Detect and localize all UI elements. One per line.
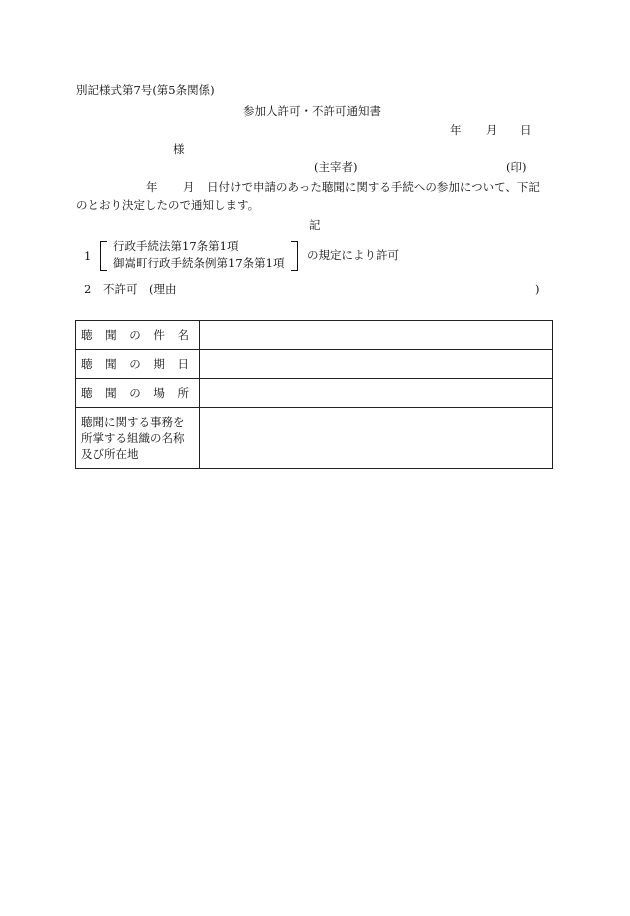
body-year: 年 — [146, 180, 158, 194]
table-row — [76, 379, 553, 408]
org-label-line-3: 及び所在地 — [81, 447, 139, 461]
row-label-hearing-date — [76, 350, 200, 379]
label-char: 件 — [153, 328, 165, 342]
label-char: 聞 — [105, 386, 117, 400]
table-row — [76, 408, 553, 469]
value-case-name[interactable] — [200, 321, 553, 350]
label-char: 聴 — [81, 328, 93, 342]
label-char: 所 — [177, 386, 189, 400]
reason-open: (理由 — [149, 282, 177, 296]
label-char: 期 — [153, 357, 165, 371]
label-char: の — [129, 328, 141, 342]
right-bracket — [291, 241, 298, 271]
label-char: の — [129, 386, 141, 400]
label-char: の — [129, 357, 141, 371]
addressee-suffix: 様 — [173, 142, 185, 156]
value-hearing-date[interactable] — [200, 350, 553, 379]
label-char: 聞 — [105, 357, 117, 371]
label-char: 名 — [177, 328, 189, 342]
organizer-label: (主宰者) — [314, 160, 358, 174]
value-organization[interactable] — [200, 408, 553, 469]
seal-mark: (印) — [506, 160, 527, 174]
label-char: 聴 — [81, 357, 93, 371]
label-char: 日 — [177, 357, 189, 371]
form-header: 別記様式第7号(第5条関係) — [76, 83, 215, 97]
item-1-suffix: の規定により許可 — [307, 248, 399, 262]
item-1-option-2: 御嵩町行政手続条例第17条第1項 — [113, 256, 285, 270]
body-month: 月 — [183, 180, 195, 194]
item-2-number: 2 — [84, 282, 92, 296]
date-year: 年 — [450, 123, 462, 137]
row-label-case-name — [76, 321, 200, 350]
org-label-line-2: 所掌する組織の名称 — [81, 431, 185, 445]
ki-heading: 記 — [309, 218, 321, 232]
date-day: 日 — [520, 123, 532, 137]
body-line-1: 日付けで申請のあった聴聞に関する手続への参加について、下記 — [207, 180, 540, 194]
row-label-organization — [76, 408, 200, 469]
reason-close: ) — [535, 282, 540, 296]
label-char: 聞 — [105, 328, 117, 342]
label-char: 聴 — [81, 386, 93, 400]
item-1-number: 1 — [84, 249, 92, 263]
org-label-line-1: 聴聞に関する事務を — [81, 415, 185, 429]
left-bracket — [100, 241, 107, 271]
table-row — [76, 321, 553, 350]
body-line-2: のとおり決定したので通知します。 — [76, 198, 260, 212]
row-label-hearing-place — [76, 379, 200, 408]
item-2-label: 不許可 — [103, 282, 138, 296]
hearing-info-table — [75, 320, 553, 469]
item-1-option-1: 行政手続法第17条第1項 — [113, 239, 239, 253]
label-char: 場 — [153, 386, 165, 400]
document-title: 参加人許可・不許可通知書 — [243, 104, 381, 118]
date-month: 月 — [486, 123, 498, 137]
value-hearing-place[interactable] — [200, 379, 553, 408]
table-row — [76, 350, 553, 379]
